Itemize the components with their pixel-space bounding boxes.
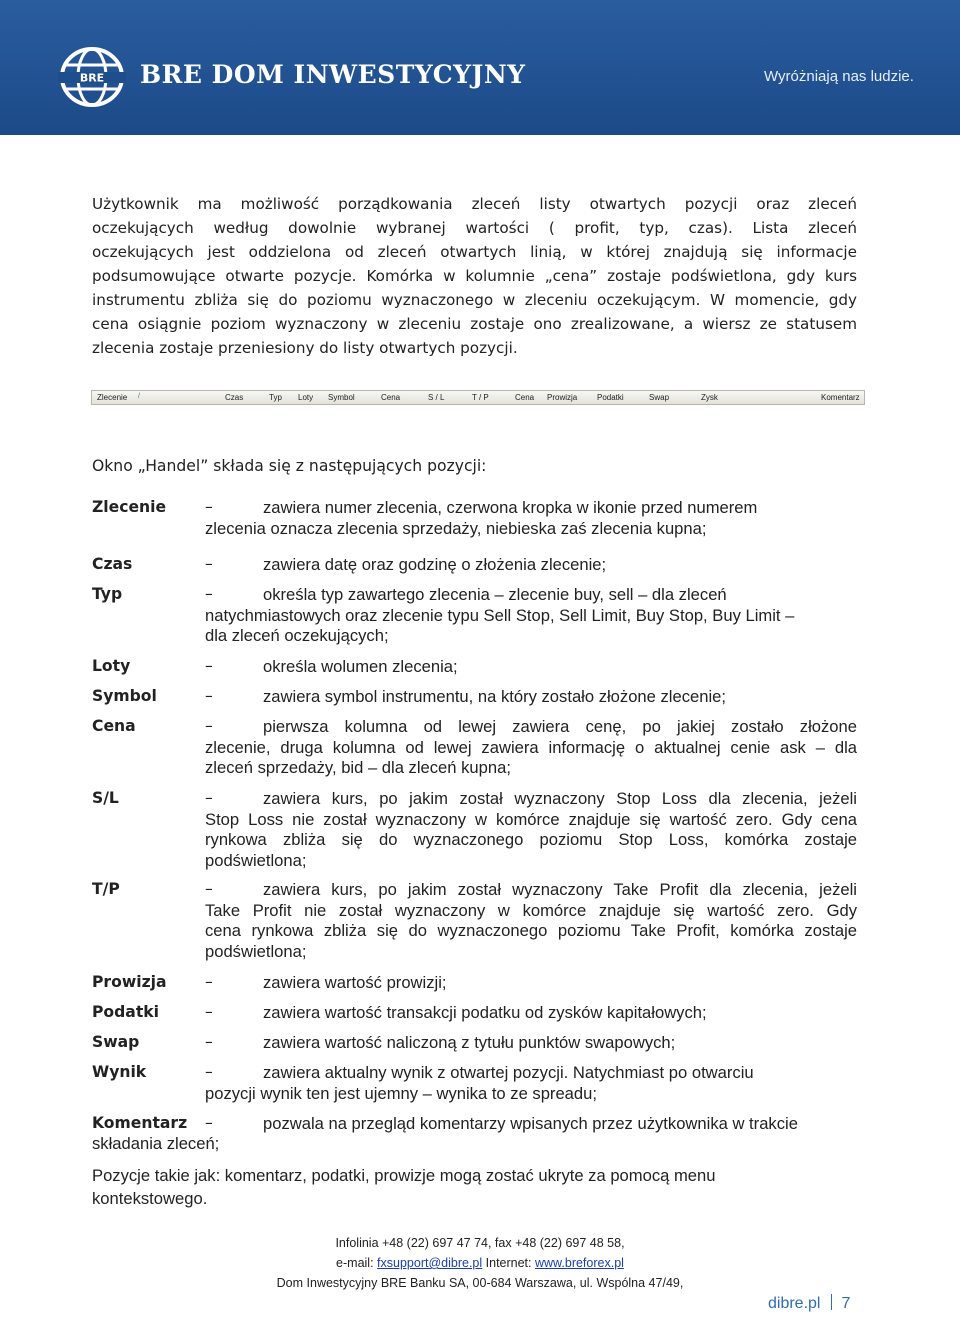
column-header[interactable]: Typ <box>269 393 282 402</box>
dash: – <box>205 1114 213 1132</box>
column-header[interactable]: Podatki <box>597 393 624 402</box>
dash: – <box>205 717 213 735</box>
section-intro: Okno „Handel” składa się z następujących pozycji: <box>92 457 487 475</box>
closing-line: kontekstowego. <box>92 1189 208 1208</box>
dash: – <box>205 657 213 675</box>
closing-paragraph <box>92 1164 857 1210</box>
definition-wynik <box>205 1063 857 1104</box>
site-name: dibre.pl <box>768 1295 821 1312</box>
definition-line: zawiera datę oraz godzinę o złożenia zlecenie; <box>263 555 607 574</box>
definition-line: zawiera kurs, po jakim został wyznaczony Stop Loss dla zlecenia, jeżeli <box>263 789 857 808</box>
definition-line: pozycji wynik ten jest ujemny – wynika to ze spreadu; <box>205 1083 597 1103</box>
trade-columns-header <box>91 390 865 405</box>
column-header[interactable]: Cena <box>515 393 535 402</box>
sort-indicator: / <box>138 393 140 400</box>
email-link[interactable]: fxsupport@dibre.pl <box>377 1256 483 1270</box>
footer-links-line <box>0 1256 960 1270</box>
column-header[interactable]: Cena <box>381 393 401 402</box>
definition-line: zawiera wartość naliczoną z tytułu punktów swapowych; <box>263 1033 676 1052</box>
definition-line: składania zleceń; <box>92 1134 220 1153</box>
paragraph-line: cena osiągnie poziom wyznaczony w zleceniu zostaje ono zrealizowane, a wiersz ze statusem <box>92 315 857 333</box>
column-header[interactable]: Prowizja <box>547 393 578 402</box>
definition-line: Stop Loss nie został wyznaczony w komórce znajduje się wartość zero. Gdy cena <box>205 809 857 829</box>
definition-zlecenie <box>205 498 857 539</box>
definition-line: zawiera kurs, po jakim został wyznaczony Take Profit dla zlecenia, jeżeli <box>263 880 857 899</box>
definition-podatki <box>205 1003 857 1024</box>
definition-sl <box>205 789 857 871</box>
page-header <box>0 0 960 135</box>
svg-text:BRE: BRE <box>79 71 105 85</box>
definition-line: pierwsza kolumna od lewej zawiera cenę, po jakiej zostało złożone <box>263 717 857 736</box>
term-komentarz: Komentarz <box>92 1114 188 1132</box>
term-czas: Czas <box>92 555 133 573</box>
definition-line: zawiera numer zlecenia, czerwona kropka w ikonie przed numerem <box>263 498 758 517</box>
definition-line: zlecenie, druga kolumna od lewej zawiera informację o aktualnej cenie ask – dla <box>205 737 857 757</box>
paragraph-line: oczekujących według dowolnie wybranej wartości ( profit, typ, czas). Lista zleceń <box>92 219 857 237</box>
column-header[interactable]: Czas <box>225 393 244 402</box>
term-wynik: Wynik <box>92 1063 147 1081</box>
definition-line: zawiera wartość transakcji podatku od zysków kapitałowych; <box>263 1003 707 1022</box>
column-header[interactable]: Zlecenie <box>97 393 128 402</box>
column-header[interactable]: T / P <box>472 393 489 402</box>
column-header[interactable]: Symbol <box>328 393 355 402</box>
term-swap: Swap <box>92 1033 140 1051</box>
definition-line: pozwala na przegląd komentarzy wpisanych przez użytkownika w trakcie <box>263 1114 798 1133</box>
footer-address-line: Dom Inwestycyjny BRE Banku SA, 00-684 Warszawa, ul. Wspólna 47/49, <box>276 1276 684 1290</box>
dash: – <box>205 973 213 991</box>
internet-label: Internet: <box>485 1256 532 1270</box>
separator <box>831 1294 832 1310</box>
globe-logo-icon <box>56 45 128 109</box>
definition-cena <box>205 717 857 779</box>
page-number: 7 <box>841 1295 851 1312</box>
definition-tp <box>205 880 857 962</box>
definition-komentarz-continuation <box>92 1134 857 1155</box>
definition-line: natychmiastowych oraz zlecenie typu Sell Stop, Sell Limit, Buy Stop, Buy Limit – <box>205 605 795 625</box>
page-footer-number <box>768 1294 850 1313</box>
term-zlecenie: Zlecenie <box>92 498 167 516</box>
definition-line: określa wolumen zlecenia; <box>263 657 458 676</box>
term-cena: Cena <box>92 717 136 735</box>
term-typ: Typ <box>92 585 123 603</box>
dash: – <box>205 1003 213 1021</box>
paragraph-line: instrumentu zbliża się do poziomu wyznaczonego w zleceniu oczekującym. W momencie, gdy <box>92 291 857 309</box>
column-header[interactable]: Loty <box>298 393 314 402</box>
term-loty: Loty <box>92 657 131 675</box>
dash: – <box>205 585 213 603</box>
definition-line: zawiera symbol instrumentu, na który zostało złożone zlecenie; <box>263 687 726 706</box>
dash: – <box>205 555 213 573</box>
definition-line: podświetlona; <box>205 850 307 870</box>
column-header[interactable]: Zysk <box>701 393 718 402</box>
column-header[interactable]: S / L <box>428 393 445 402</box>
definition-line: zleceń sprzedaży, bid – dla zleceń kupna; <box>205 758 511 777</box>
definition-line: dla zleceń oczekujących; <box>205 626 389 645</box>
closing-line: Pozycje takie jak: komentarz, podatki, prowizje mogą zostać ukryte za pomocą menu <box>92 1166 716 1185</box>
dash: – <box>205 880 213 898</box>
definition-typ <box>205 585 857 647</box>
dash: – <box>205 687 213 705</box>
brand-name: BRE DOM INWESTYCYJNY <box>140 60 526 89</box>
column-header[interactable]: Komentarz <box>821 393 860 402</box>
paragraph-line: zlecenia zostaje przeniesiony do listy otwartych pozycji. <box>92 339 518 357</box>
definition-line: zlecenia oznacza zlecenia sprzedaży, niebieska zaś zlecenia kupna; <box>205 518 707 538</box>
term-tp: T/P <box>92 880 120 898</box>
tagline: Wyróżniają nas ludzie. <box>764 68 914 85</box>
paragraph-line: podsumowujące otwarte pozycje. Komórka w kolumnie „cena” zostaje podświetlona, gdy kurs <box>92 267 857 285</box>
definition-line: zawiera aktualny wynik z otwartej pozycji. Natychmiast po otwarciu <box>263 1063 754 1082</box>
definition-line: rynkowa zbliża się do wyznaczonego poziomu Stop Loss, komórka zostaje <box>205 830 857 849</box>
definition-czas <box>205 555 857 576</box>
definition-line: zawiera wartość prowizji; <box>263 973 447 992</box>
email-label: e-mail: <box>336 1256 374 1270</box>
website-link[interactable]: www.breforex.pl <box>535 1256 624 1270</box>
intro-paragraph <box>92 192 857 360</box>
paragraph-line: oczekujących jest oddzielona od zleceń otwartych linią, w której znajdują się informacje <box>92 243 857 261</box>
dash: – <box>205 1033 213 1051</box>
definition-line: cena rynkowa zbliża się do wyznaczonego poziomu Take Profit, komórka zostaje <box>205 921 857 940</box>
definition-symbol <box>205 687 857 708</box>
footer-contact-line: Infolinia +48 (22) 697 47 74, fax +48 (22) 697 48 58, <box>335 1236 625 1250</box>
term-prowizja: Prowizja <box>92 973 167 991</box>
term-symbol: Symbol <box>92 687 157 705</box>
column-header[interactable]: Swap <box>649 393 670 402</box>
definition-loty <box>205 657 857 678</box>
dash: – <box>205 789 213 807</box>
definition-prowizja <box>205 973 857 994</box>
dash: – <box>205 1063 213 1081</box>
term-podatki: Podatki <box>92 1003 159 1021</box>
definition-line: określa typ zawartego zlecenia – zlecenie buy, sell – dla zleceń <box>263 585 727 604</box>
term-sl: S/L <box>92 789 119 807</box>
definition-swap <box>205 1033 857 1054</box>
paragraph-line: Użytkownik ma możliwość porządkowania zleceń listy otwartych pozycji oraz zleceń <box>92 195 857 213</box>
definition-line: Take Profit nie został wyznaczony w komórce znajduje się wartość zero. Gdy <box>205 900 857 920</box>
definition-komentarz <box>205 1114 857 1135</box>
definition-line: podświetlona; <box>205 941 307 961</box>
dash: – <box>205 498 213 516</box>
